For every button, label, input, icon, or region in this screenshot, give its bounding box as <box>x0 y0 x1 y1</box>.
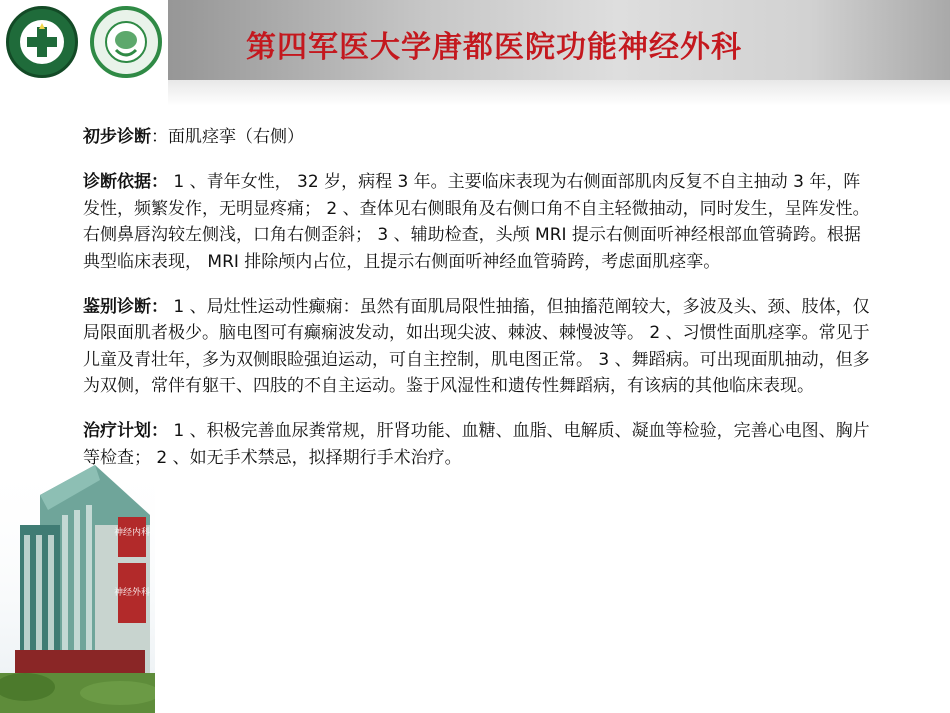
building-sign-2: 神经外科 <box>113 588 151 598</box>
department-logo-icon <box>94 10 158 74</box>
hospital-logo-icon <box>9 9 75 75</box>
preliminary-diagnosis-separator: ： <box>151 127 168 147</box>
differential-diagnosis-label: 鉴别诊断： <box>83 296 168 317</box>
preliminary-diagnosis-label: 初步诊断 <box>83 127 151 147</box>
diagnosis-basis-label: 诊断依据： <box>83 172 168 192</box>
building-sign-1: 神经内科 <box>113 528 151 538</box>
logo-panel <box>0 0 168 80</box>
hospital-logo <box>6 6 78 78</box>
differential-diagnosis <box>83 294 873 400</box>
preliminary-diagnosis <box>83 124 873 151</box>
treatment-plan-text: 1 、积极完善血尿粪常规，肝肾功能、血糖、血脂、电解质、凝血等检验，完善心电图、胸片等检查； 2 、如无手术禁忌，拟择期行手术治疗。 <box>83 421 870 468</box>
hospital-building-image <box>0 455 155 713</box>
header-banner <box>0 0 950 80</box>
treatment-plan <box>83 418 873 471</box>
differential-diagnosis-text: 1 、局灶性运动性癫痫：虽然有面肌局限性抽搐，但抽搐范阐较大，多波及头、颈、肢体，仅局限面肌者极少。脑电图可有癫痫波发动，如出现尖波、棘波、棘慢波等。 2 、习惯性面肌痉挛。常见于儿童及青壮年，多为双侧眼睑强迫运动，可自主控制，肌电图正常。 3 、舞蹈病。可出现面肌抽动，但多为双侧，常伴有躯干、四肢的不自主运动。鉴于风湿性和遗传性舞蹈病，有该病的其他临床表现。 <box>83 296 870 396</box>
diagnosis-basis <box>83 169 873 275</box>
treatment-plan-label: 治疗计划： <box>83 421 168 441</box>
header-fade <box>168 80 950 106</box>
preliminary-diagnosis-text: 面肌痉挛（右侧） <box>168 127 304 147</box>
diagnosis-basis-text: 1 、青年女性， 32 岁，病程 3 年。主要临床表现为右侧面部肌肉反复不自主抽动 3 年，阵发性，频繁发作，无明显疼痛； 2 、查体见右侧眼角及右侧口角不自主轻微抽动，同时发生，呈阵发性。右侧鼻唇沟较左侧浅，口角右侧歪斜； 3 、辅助检查，头颅 MRI 提示右侧面听神经根部血管骑跨。根据典型临床表现， MRI 排除颅内占位，且提示右侧面听神经血管骑跨，考虑面肌痉挛。 <box>83 172 870 272</box>
hospital-title: 第四军医大学唐都医院功能神经外科 <box>246 30 742 65</box>
case-content <box>83 124 873 490</box>
department-logo <box>90 6 162 78</box>
